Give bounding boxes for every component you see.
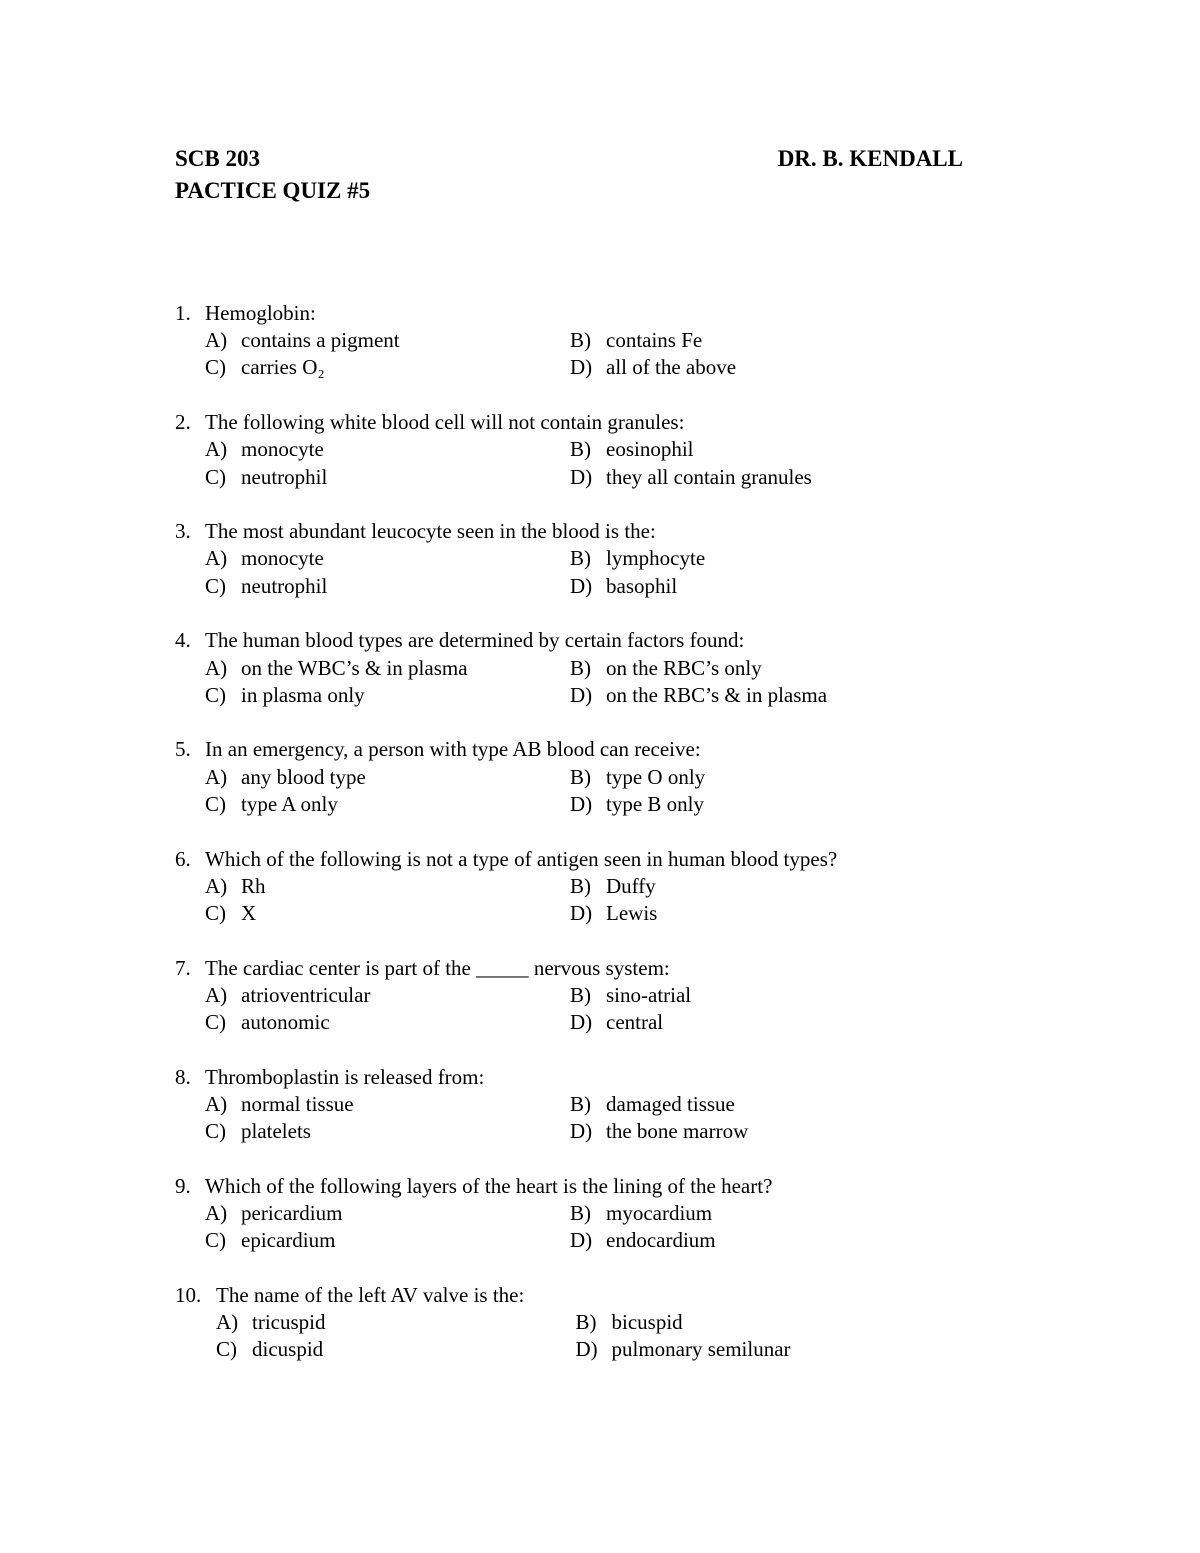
option-text: monocyte — [241, 437, 324, 462]
answer-option — [205, 1118, 570, 1145]
answer-option — [570, 900, 935, 927]
question-item — [175, 1173, 935, 1255]
answer-option — [205, 982, 570, 1009]
option-letter: C) — [216, 1337, 237, 1362]
option-letter: D) — [570, 573, 593, 598]
option-text: autonomic — [241, 1010, 330, 1035]
answer-option — [576, 1309, 936, 1336]
question-line — [175, 300, 935, 327]
answer-option — [570, 1009, 935, 1036]
question-list — [175, 300, 935, 1391]
question-text: The following white blood cell will not contain granules: — [205, 410, 685, 435]
option-text: pericardium — [241, 1201, 343, 1226]
option-text: contains a pigment — [241, 328, 400, 353]
option-text: endocardium — [606, 1228, 716, 1253]
answer-options — [175, 982, 935, 1036]
answer-options — [175, 1091, 935, 1145]
option-text: bicuspid — [611, 1310, 683, 1335]
option-letter: D) — [570, 1010, 593, 1035]
answer-options — [175, 1309, 935, 1363]
option-text: neutrophil — [241, 573, 328, 598]
question-number: 10. — [175, 1282, 202, 1307]
option-letter: D) — [570, 900, 593, 925]
option-letter: A) — [205, 655, 228, 680]
option-text: myocardium — [606, 1201, 713, 1226]
answer-option — [205, 764, 570, 791]
answer-option — [205, 1091, 570, 1118]
option-letter: A) — [216, 1310, 239, 1335]
option-letter: D) — [570, 682, 593, 707]
option-row — [205, 1118, 935, 1145]
option-letter: A) — [205, 873, 228, 898]
answer-option — [205, 545, 570, 572]
option-text: Lewis — [606, 900, 658, 925]
option-text: normal tissue — [241, 1091, 354, 1116]
option-letter: C) — [205, 1010, 226, 1035]
question-text: The most abundant leucocyte seen in the blood is the: — [205, 519, 656, 544]
question-item — [175, 1064, 935, 1146]
option-letter: B) — [570, 873, 591, 898]
answer-option — [570, 982, 935, 1009]
question-number: 6. — [175, 846, 191, 871]
answer-options — [175, 655, 935, 709]
option-letter: C) — [205, 1119, 226, 1144]
answer-option — [205, 791, 570, 818]
answer-option — [205, 464, 570, 491]
option-text: type O only — [606, 764, 706, 789]
option-text: Rh — [241, 873, 266, 898]
answer-option — [570, 1227, 935, 1254]
option-text: eosinophil — [606, 437, 694, 462]
option-letter: A) — [205, 546, 228, 571]
option-text: sino-atrial — [606, 982, 692, 1007]
option-letter: B) — [575, 1310, 597, 1335]
option-row — [205, 354, 935, 381]
option-letter: A) — [205, 437, 228, 462]
option-letter: A) — [205, 1091, 228, 1116]
answer-option — [205, 327, 570, 354]
question-line — [175, 955, 935, 982]
option-letter: B) — [570, 655, 591, 680]
question-line — [175, 1173, 935, 1200]
option-row — [205, 545, 935, 572]
question-number: 1. — [175, 301, 191, 325]
answer-option — [570, 1200, 935, 1227]
option-letter: D) — [570, 355, 593, 380]
option-text: neutrophil — [241, 464, 328, 489]
option-text: central — [606, 1010, 664, 1035]
option-row — [205, 327, 935, 354]
question-text: Which of the following is not a type of antigen seen in human blood types? — [205, 846, 838, 871]
quiz-title: PACTICE QUIZ #5 — [175, 178, 371, 203]
option-letter: B) — [570, 1201, 591, 1226]
option-row — [205, 982, 935, 1009]
question-text: In an emergency, a person with type AB blood can receive: — [205, 737, 701, 762]
option-letter: B) — [570, 982, 591, 1007]
answer-option — [205, 655, 570, 682]
question-line — [175, 1064, 935, 1091]
question-text: The human blood types are determined by certain factors found: — [205, 628, 745, 653]
option-letter: A) — [205, 328, 228, 353]
answer-option — [570, 327, 935, 354]
answer-option — [570, 1091, 935, 1118]
question-text: The name of the left AV valve is the: — [216, 1282, 525, 1307]
option-text: all of the above — [606, 355, 737, 380]
question-item — [175, 518, 935, 600]
option-text: carries O₂ — [241, 355, 325, 380]
answer-option — [570, 791, 935, 818]
option-letter: D) — [570, 464, 593, 489]
answer-option — [570, 573, 935, 600]
answer-option — [570, 764, 935, 791]
option-letter: D) — [575, 1337, 598, 1362]
option-text: dicuspid — [252, 1337, 324, 1362]
question-number: 5. — [175, 737, 191, 762]
header-row — [175, 143, 963, 175]
answer-option — [205, 573, 570, 600]
header-title-row — [175, 175, 963, 207]
question-line — [175, 846, 935, 873]
option-letter: A) — [205, 982, 228, 1007]
answer-option — [570, 873, 935, 900]
option-row — [205, 791, 935, 818]
answer-option — [205, 873, 570, 900]
option-letter: C) — [205, 791, 226, 816]
answer-option — [570, 464, 935, 491]
option-text: atrioventricular — [241, 982, 371, 1007]
option-text: tricuspid — [252, 1310, 326, 1335]
option-row — [205, 1009, 935, 1036]
answer-option — [570, 545, 935, 572]
option-text: contains Fe — [606, 328, 703, 353]
option-text: on the WBC’s & in plasma — [241, 655, 468, 680]
option-row — [205, 900, 935, 927]
option-row — [205, 1227, 935, 1254]
option-letter: C) — [205, 900, 226, 925]
answer-option — [570, 682, 935, 709]
question-item — [175, 846, 935, 928]
answer-options — [175, 1200, 935, 1254]
option-letter: C) — [205, 1228, 226, 1253]
question-number: 7. — [175, 955, 191, 980]
option-letter: D) — [570, 791, 593, 816]
answer-option — [570, 354, 935, 381]
option-text: monocyte — [241, 546, 324, 571]
question-item — [175, 300, 935, 382]
option-letter: C) — [205, 464, 226, 489]
answer-option — [205, 354, 570, 381]
answer-option — [205, 1200, 570, 1227]
option-letter: D) — [570, 1119, 593, 1144]
option-text: they all contain granules — [606, 464, 812, 489]
question-number: 8. — [175, 1064, 191, 1089]
option-row — [205, 682, 935, 709]
question-text: Which of the following layers of the heart is the lining of the heart? — [205, 1173, 773, 1198]
option-text: X — [241, 900, 257, 925]
question-line — [175, 518, 935, 545]
option-text: the bone marrow — [606, 1119, 749, 1144]
answer-options — [175, 545, 935, 599]
answer-options — [175, 436, 935, 490]
question-number: 4. — [175, 628, 191, 653]
option-text: damaged tissue — [606, 1091, 735, 1116]
question-item — [175, 736, 935, 818]
question-item — [175, 627, 935, 709]
answer-option — [205, 682, 570, 709]
question-number: 3. — [175, 519, 191, 544]
option-letter: B) — [570, 764, 591, 789]
option-row — [216, 1309, 935, 1336]
option-letter: C) — [205, 355, 226, 380]
option-row — [216, 1336, 935, 1363]
answer-option — [570, 1118, 935, 1145]
option-text: on the RBC’s only — [606, 655, 762, 680]
answer-option — [205, 1009, 570, 1036]
answer-option — [570, 436, 935, 463]
question-line — [175, 1282, 935, 1309]
question-line — [175, 409, 935, 436]
answer-option — [216, 1336, 576, 1363]
option-text: epicardium — [241, 1228, 336, 1253]
option-letter: C) — [205, 682, 226, 707]
option-letter: B) — [570, 1091, 591, 1116]
option-text: basophil — [606, 573, 678, 598]
answer-option — [205, 436, 570, 463]
option-row — [205, 764, 935, 791]
option-letter: B) — [570, 437, 591, 462]
option-text: Duffy — [606, 873, 656, 898]
option-letter: C) — [205, 573, 226, 598]
option-text: type A only — [241, 791, 338, 816]
answer-option — [216, 1309, 576, 1336]
answer-option — [570, 655, 935, 682]
option-row — [205, 1091, 935, 1118]
option-row — [205, 1200, 935, 1227]
option-row — [205, 464, 935, 491]
option-letter: B) — [570, 328, 591, 353]
question-item — [175, 409, 935, 491]
option-row — [205, 655, 935, 682]
question-item — [175, 955, 935, 1037]
question-line — [175, 627, 935, 654]
answer-options — [175, 873, 935, 927]
question-number: 9. — [175, 1173, 191, 1198]
option-letter: A) — [205, 764, 228, 789]
question-item — [175, 1282, 935, 1364]
question-number: 2. — [175, 410, 191, 435]
option-text: on the RBC’s & in plasma — [606, 682, 828, 707]
answer-option — [205, 900, 570, 927]
option-text: type B only — [606, 791, 704, 816]
option-text: pulmonary semilunar — [611, 1337, 791, 1362]
option-letter: A) — [205, 1201, 228, 1226]
question-text: Hemoglobin: — [205, 301, 316, 325]
option-letter: D) — [570, 1228, 593, 1253]
course-code: SCB 203 — [175, 146, 260, 171]
option-letter: B) — [570, 546, 591, 571]
option-text: platelets — [241, 1119, 311, 1144]
question-text: The cardiac center is part of the _____ nervous system: — [205, 955, 670, 980]
option-text: in plasma only — [241, 682, 365, 707]
instructor-name: DR. B. KENDALL — [777, 146, 963, 171]
question-line — [175, 736, 935, 763]
option-text: any blood type — [241, 764, 366, 789]
answer-option — [205, 1227, 570, 1254]
question-text: Thromboplastin is released from: — [205, 1064, 485, 1089]
option-row — [205, 573, 935, 600]
answer-options — [175, 327, 935, 381]
option-row — [205, 436, 935, 463]
document-header — [175, 143, 963, 207]
answer-option — [576, 1336, 936, 1363]
answer-options — [175, 764, 935, 818]
option-text: lymphocyte — [606, 546, 706, 571]
option-row — [205, 873, 935, 900]
